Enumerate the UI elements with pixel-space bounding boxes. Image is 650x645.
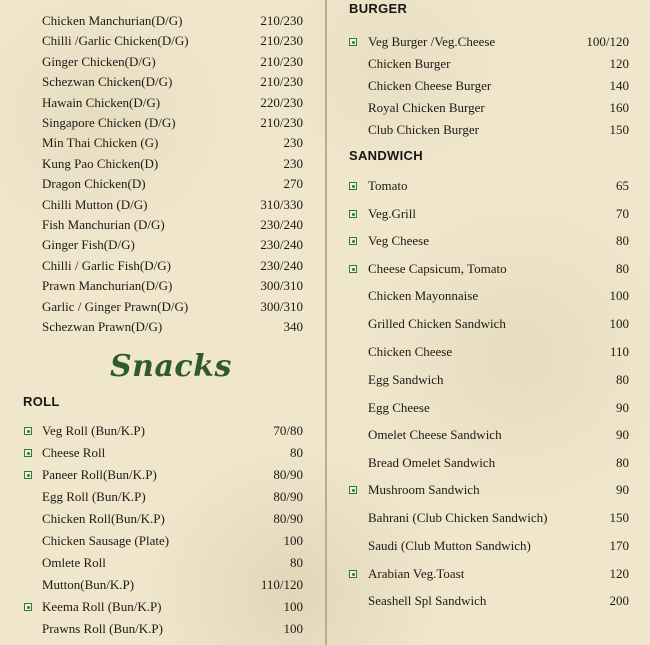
menu-item <box>0 425 650 445</box>
item-name: Royal Chicken Burger <box>368 100 485 115</box>
menu-item <box>0 76 650 96</box>
item-price: 150 <box>609 122 629 137</box>
item-name: Egg Sandwich <box>368 372 444 387</box>
menu-item <box>0 231 650 251</box>
item-price: 210/230 <box>260 13 303 28</box>
menu-item <box>0 154 650 174</box>
item-price: 80/90 <box>273 489 303 504</box>
item-price: 210/230 <box>260 33 303 49</box>
item-price: 230/240 <box>260 217 303 232</box>
item-price: 80/90 <box>273 467 303 482</box>
item-price: 160 <box>609 100 629 115</box>
item-name: Club Chicken Burger <box>368 122 479 137</box>
veg-indicator-icon <box>349 210 357 218</box>
menu-item <box>0 591 650 611</box>
menu-item <box>0 480 650 500</box>
menu-item <box>0 314 650 334</box>
item-price: 100 <box>609 316 629 331</box>
item-price: 80 <box>290 555 303 570</box>
item-name: Chilli / Garlic Fish(D/G) <box>42 257 171 273</box>
menu-item <box>0 370 650 390</box>
menu-item <box>0 564 650 584</box>
item-price: 270 <box>283 176 303 192</box>
item-price: 100 <box>283 599 303 614</box>
item-price: 80/90 <box>273 511 303 526</box>
item-name: Schezwan Chicken(D/G) <box>42 74 173 90</box>
item-price: 110 <box>609 344 629 359</box>
item-name: Grilled Chicken Sandwich <box>368 316 506 331</box>
item-price: 200 <box>609 593 629 608</box>
item-price: 80 <box>616 261 629 276</box>
menu-item <box>0 176 650 196</box>
item-price: 120 <box>609 56 629 71</box>
item-price: 90 <box>616 482 629 497</box>
item-name: Garlic / Ginger Prawn(D/G) <box>42 298 189 314</box>
item-name: Omlete Roll <box>42 555 106 570</box>
item-name: Prawn Manchurian(D/G) <box>42 278 173 294</box>
menu-item <box>0 98 650 118</box>
item-name: Chicken Cheese Burger <box>368 78 492 93</box>
menu-item <box>0 536 650 556</box>
item-name: Veg.Grill <box>368 206 417 221</box>
item-name: Chicken Roll(Bun/K.P) <box>42 511 165 526</box>
item-name: Arabian Veg.Toast <box>368 566 465 581</box>
item-price: 230/240 <box>260 237 303 253</box>
item-price: 80 <box>616 233 629 248</box>
menu-item <box>0 54 650 74</box>
item-price: 100 <box>283 533 303 548</box>
item-name: Paneer Roll(Bun/K.P) <box>42 467 157 482</box>
item-price: 110/120 <box>260 577 303 592</box>
item-name: Egg Cheese <box>368 400 430 415</box>
menu-item <box>0 11 650 31</box>
item-price: 80 <box>616 372 629 387</box>
menu-item <box>0 286 650 306</box>
menu-item <box>0 453 650 473</box>
item-name: Dragon Chicken(D) <box>42 176 146 192</box>
item-name: Chilli Mutton (D/G) <box>42 196 148 212</box>
item-name: Cheese Capsicum, Tomato <box>368 261 507 276</box>
menu-item <box>0 398 650 418</box>
item-name: Chicken Manchurian(D/G) <box>42 13 183 28</box>
item-price: 70 <box>616 206 629 221</box>
item-name: Chicken Sausage (Plate) <box>42 533 170 548</box>
item-price: 210/230 <box>260 74 303 90</box>
item-price: 65 <box>616 178 629 193</box>
item-price: 90 <box>616 400 629 415</box>
item-name: Ginger Fish(D/G) <box>42 237 135 253</box>
item-price: 300/310 <box>260 298 303 314</box>
item-name: Prawns Roll (Bun/K.P) <box>42 621 163 636</box>
veg-indicator-icon <box>349 570 357 578</box>
menu-item <box>0 508 650 528</box>
veg-indicator-icon <box>349 182 357 190</box>
item-price: 310/330 <box>260 196 303 212</box>
item-name: Mutton(Bun/K.P) <box>42 577 135 592</box>
item-price: 340 <box>283 319 303 334</box>
item-price: 120 <box>609 566 629 581</box>
item-price: 80 <box>290 445 303 460</box>
veg-indicator-icon <box>349 38 357 46</box>
item-name: Chicken Cheese <box>368 344 453 359</box>
item-name: Chilli /Garlic Chicken(D/G) <box>42 33 189 49</box>
item-price: 90 <box>616 427 629 442</box>
menu-item <box>0 120 650 140</box>
menu-item <box>0 619 650 639</box>
item-name: Seashell Spl Sandwich <box>368 593 487 608</box>
item-name: Veg Roll (Bun/K.P) <box>42 423 145 438</box>
item-price: 100/120 <box>586 34 629 49</box>
item-price: 230 <box>283 155 303 171</box>
item-name: Veg Burger /Veg.Cheese <box>368 34 496 49</box>
item-name: Kung Pao Chicken(D) <box>42 155 159 171</box>
item-price: 210/230 <box>260 53 303 69</box>
item-name: Keema Roll (Bun/K.P) <box>42 599 162 614</box>
menu-item <box>0 342 650 362</box>
item-price: 100 <box>609 288 629 303</box>
item-name: Fish Manchurian (D/G) <box>42 217 165 232</box>
item-name: Mushroom Sandwich <box>368 482 480 497</box>
item-price: 80 <box>616 455 629 470</box>
veg-indicator-icon <box>349 486 357 494</box>
item-name: Tomato <box>368 178 408 193</box>
item-price: 230/240 <box>260 257 303 273</box>
menu-item <box>0 204 650 224</box>
sandwich-heading: SANDWICH <box>349 148 423 163</box>
item-name: Bread Omelet Sandwich <box>368 455 496 470</box>
burger-heading: BURGER <box>349 1 408 16</box>
item-price: 70/80 <box>273 423 303 438</box>
menu-item <box>0 32 650 52</box>
roll-heading: ROLL <box>23 394 60 409</box>
item-price: 170 <box>609 538 629 553</box>
item-price: 150 <box>609 510 629 525</box>
item-name: Hawain Chicken(D/G) <box>42 94 161 110</box>
item-price: 100 <box>283 621 303 636</box>
item-name: Chicken Mayonnaise <box>368 288 479 303</box>
item-price: 230 <box>283 135 303 151</box>
item-name: Chicken Burger <box>368 56 451 71</box>
item-name: Saudi (Club Mutton Sandwich) <box>368 538 531 553</box>
snacks-title: Snacks <box>110 349 232 384</box>
item-name: Egg Roll (Bun/K.P) <box>42 489 146 504</box>
item-name: Veg Cheese <box>368 233 430 248</box>
item-price: 210/230 <box>260 115 303 130</box>
menu-item <box>0 259 650 279</box>
item-name: Omelet Cheese Sandwich <box>368 427 502 442</box>
item-name: Singapore Chicken (D/G) <box>42 115 176 130</box>
item-name: Bahrani (Club Chicken Sandwich) <box>368 510 548 525</box>
item-name: Cheese Roll <box>42 445 106 460</box>
item-name: Min Thai Chicken (G) <box>42 135 159 151</box>
item-name: Schezwan Prawn(D/G) <box>42 319 163 334</box>
item-name: Ginger Chicken(D/G) <box>42 53 156 69</box>
item-price: 140 <box>609 78 629 93</box>
veg-indicator-icon <box>349 237 357 245</box>
item-price: 220/230 <box>260 94 303 110</box>
veg-indicator-icon <box>349 265 357 273</box>
item-price: 300/310 <box>260 278 303 294</box>
